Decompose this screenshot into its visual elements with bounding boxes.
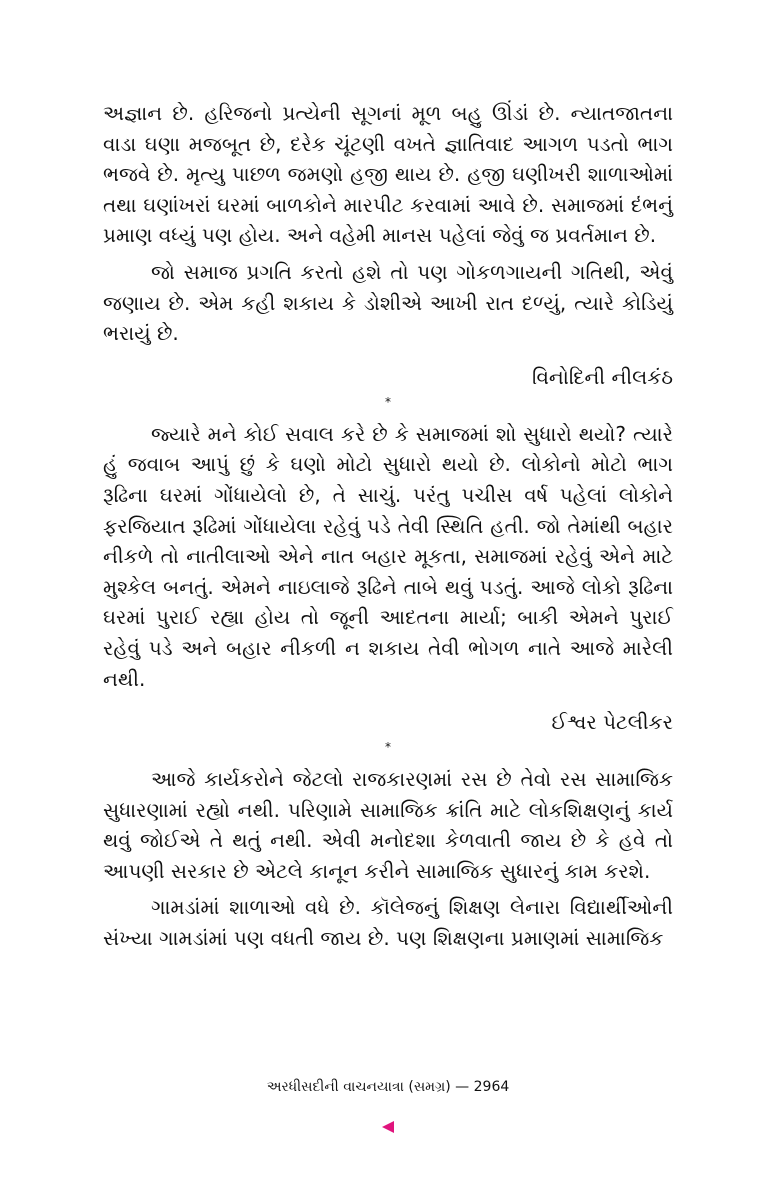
page-footer: અરધીસદીની વાચનયાત્રા (સમગ્ર) — 2964 [266, 1079, 510, 1095]
paragraph-1: અજ્ઞાન છે. હરિજનો પ્રત્યેની સૂગનાં મૂળ બહુ ઊંડાં છે. ન્યાતજાતના વાડા ઘણા મજબૂત છે, દરેક ચૂંટણી વખતે જ્ઞાતિવાદ આગળ પડતો ભાગ ભજવે છે. મૃત્યુ પાછળ જમણો હજી થાય છે. હજી ઘણીખરી શાળાઓમાં તથા ઘણાંખરાં ઘરમાં બાળકોને મારપીટ કરવામાં આવે છે. સમાજમાં દંભનું પ્રમાણ વધ્યું પણ હોય. અને વહેમી માનસ પહેલાં જેવું જ પ્રવર્તમાન છે. [103, 101, 673, 248]
previous-page-button[interactable] [380, 1119, 396, 1135]
author-name-2: ઈશ્વર પેટલીકર [551, 710, 673, 735]
author-name-1: વિનોદિની નીલકંઠ [531, 364, 673, 389]
paragraph-4: આજે કાર્યકરોને જેટલો રાજકારણમાં રસ છે તેવો રસ સામાજિક સુધારણામાં રહ્યો નથી. પરિણામે સામાજિક ક્રાંતિ માટે લોકશિક્ષણનું કાર્ય થવું જોઈએ તે થતું નથી. એવી મનોદશા કેળવાતી જાય છે કે હવે તો આપણી સરકાર છે એટલે કાનૂન કરીને સામાજિક સુધારનું કામ કરશે. [103, 767, 673, 883]
section-separator-1: * [385, 394, 391, 409]
triangle-left-icon [380, 1119, 396, 1135]
paragraph-5: ગામડાંમાં શાળાઓ વધે છે. કૉલેજનું શિક્ષણ લેનારા વિદ્યાર્થીઓની સંખ્યા ગામડાંમાં પણ વધતી જાય છે. પણ શિક્ષણના પ્રમાણમાં સામાજિક [103, 895, 673, 951]
section-separator-2: * [385, 740, 391, 755]
paragraph-3: જ્યારે મને કોઈ સવાલ કરે છે કે સમાજમાં શો સુધારો થયો? ત્યારે હું જવાબ આપું છું કે ઘણો મોટો સુધારો થયો છે. લોકોનો મોટો ભાગ રૂઢિના ઘરમાં ગોંધાયેલો છે, તે સાચું. પરંતુ પચીસ વર્ષ પહેલાં લોકોને ફરજિયાત રૂઢિમાં ગોંધાયેલા રહેવું પડે તેવી સ્થિતિ હતી. જો તેમાંથી બહાર નીકળે તો નાતીલાઓ એને નાત બહાર મૂકતા, સમાજમાં રહેવું એને માટે મુશ્કેલ બનતું. એમને નાઇલાજે રૂઢિને તાબે થવું પડતું. આજે લોકો રૂઢિના ઘરમાં પુરાઈ રહ્યા હોય તો જૂની આદતના માર્યા; બાકી એમને પુરાઈ રહેવું પડે અને બહાર નીકળી ન શકાય તેવી ભોગળ નાતે આજે મારેલી નથી. [103, 421, 673, 691]
paragraph-2: જો સમાજ પ્રગતિ કરતો હશે તો પણ ગોકળગાયની ગતિથી, એવું જણાય છે. એમ કહી શકાય કે ડોશીએ આખી રાત દળ્યું, ત્યારે કોડિયું ભરાયું છે. [103, 259, 673, 346]
page-body [103, 98, 673, 954]
